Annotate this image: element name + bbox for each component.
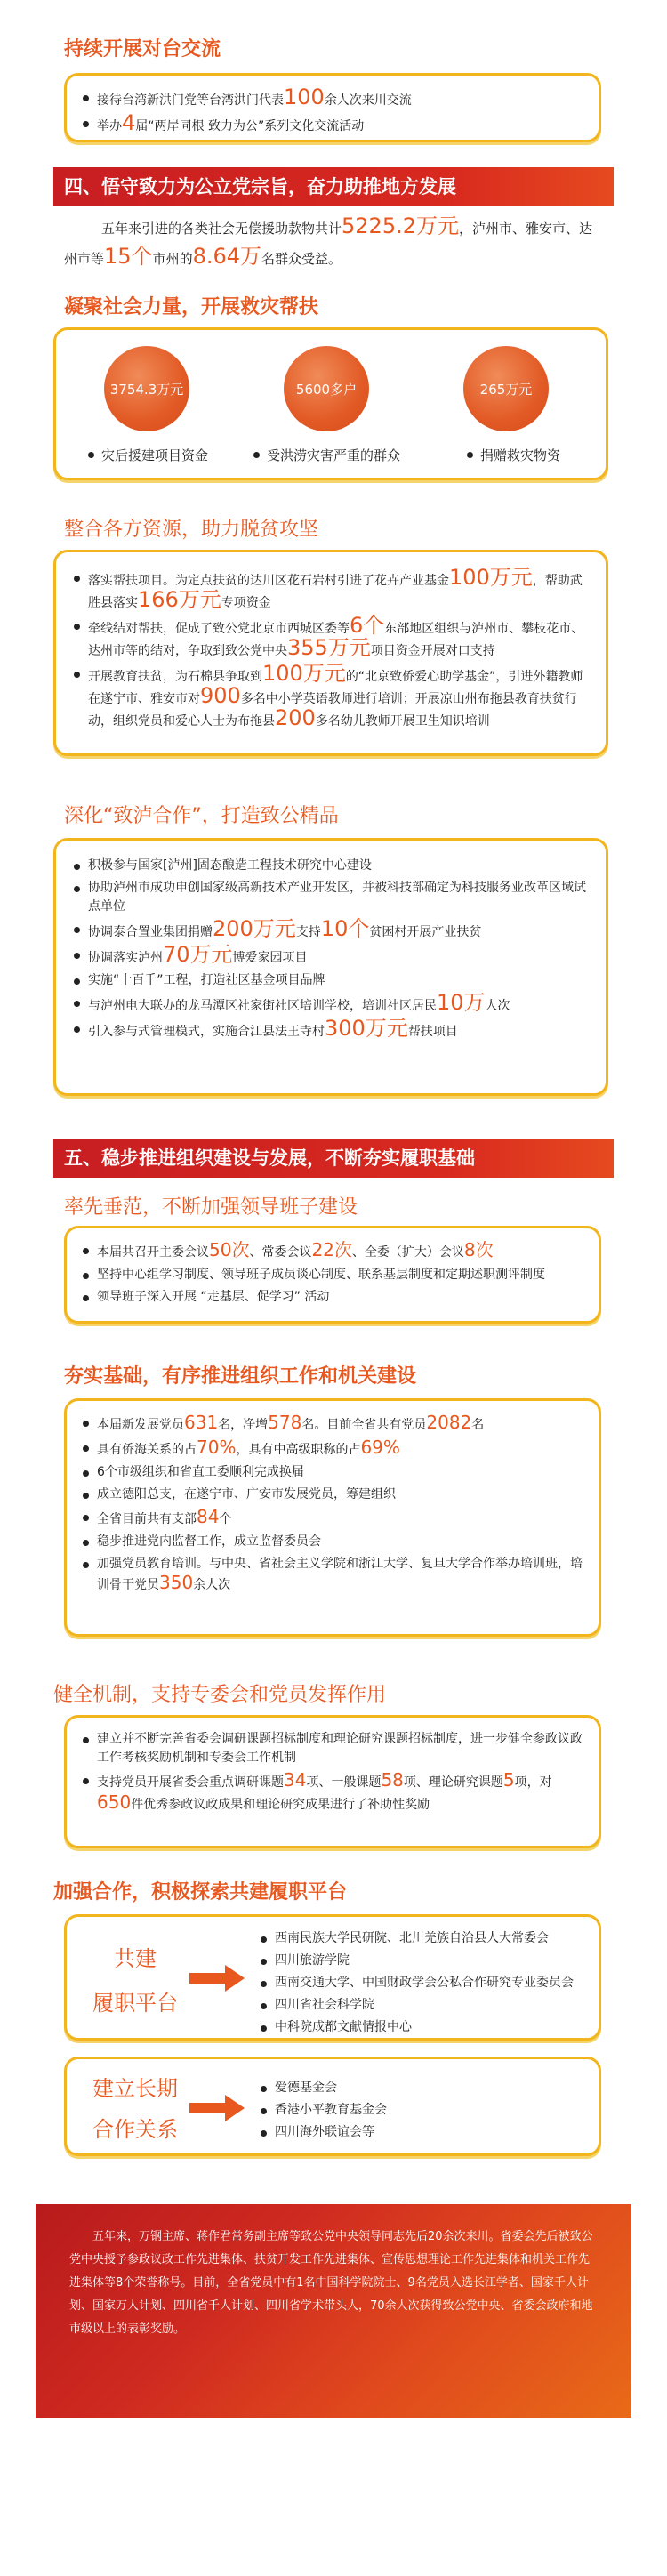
section-title-coop: 加强合作，积极探索共建履职平台	[53, 1881, 348, 1904]
footer-summary: 五年来，万钢主席、蒋作君常务副主席等致公党中央领导同志先后20余次来川。省委会先后被致公党中央授予参政议政工作先进集体、扶贫开发工作先进集体、宣传思想理论工作先进集体和机关工作先进集体等8个荣誉称号。目前，全省党员中有1名中国科学院院士、9名党员入选长江学者、国家千人计划、国家万人计划、四川省千人计划、四川省学术带头人，70余人次获得致公党中央、省委会政府和地市级以上的表彰奖励。	[36, 2204, 631, 2418]
stat-circle: 3754.3万元	[104, 346, 189, 431]
list-item: 开展教育扶贫，为石棉县争取到100万元的“北京致侨爱心助学基金”，引进外籍教师在遂宁市、雅安市对900多名中小学英语教师进行培训；开展凉山州布拖县教育扶贫行动，组织党员和爱心人士为布拖县200多名幼儿教师开展卫生知识培训	[74, 664, 588, 731]
list-item: 支持党员开展省委会重点调研课题34项、一般课题58项、理论研究课题5项，对650件优秀参政议政成果和理论研究成果进行了补助性奖励	[83, 1771, 583, 1815]
platform-box	[64, 1914, 601, 2041]
stat-caption: 受洪涝灾害严重的群众	[253, 446, 400, 464]
list-item: 西南民族大学民研院、北川羌族自治县人大常委会	[261, 1929, 574, 1948]
section-title-taiwan: 持续开展对台交流	[64, 38, 221, 60]
list-item: 领导班子深入开展 “走基层、促学习” 活动	[83, 1288, 583, 1307]
list-item: 具有侨海关系的占70%，具有中高级职称的占69%	[83, 1438, 583, 1460]
list-item: 接待台湾新洪门党等台湾洪门代表100余人次来川交流	[83, 88, 583, 110]
list-item: 协调落实泸州70万元博爱家园项目	[74, 946, 588, 968]
section-title-org: 夯实基础，有序推进组织工作和机关建设	[64, 1365, 417, 1388]
list-item: 爱德基金会	[261, 2079, 387, 2097]
list-item: 6个市级组织和省直工委顺利完成换届	[83, 1463, 583, 1482]
list-item: 成立德阳总支，在遂宁市、广安市发展党员，筹建组织	[83, 1485, 583, 1504]
list-item: 四川旅游学院	[261, 1952, 574, 1970]
stat-circle: 5600多户	[284, 346, 369, 431]
list-item: 坚持中心组学习制度、领导班子成员谈心制度、联系基层制度和定期述职测评制度	[83, 1266, 583, 1284]
list-item: 牵线结对帮扶，促成了致公党北京市西城区委等6个东部地区组织与泸州市、攀枝花市、达州市等的结对，争取到致公党中央355万元项目资金开展对口支持	[74, 616, 588, 661]
list-item: 协调泰合置业集团捐赠200万元支持10个贫困村开展产业扶贫	[74, 920, 588, 942]
list-item: 与泸州电大联办的龙马潭区社家街社区培训学校，培训社区居民10万人次	[74, 994, 588, 1016]
section-banner-5: 五、稳步推进组织建设与发展，不断夯实履职基础	[53, 1139, 614, 1178]
section-title-leading: 率先垂范，不断加强领导班子建设	[64, 1196, 358, 1219]
section-title-luzhou: 深化“致泸合作”，打造致公精品	[64, 805, 339, 827]
leading-box	[64, 1226, 601, 1324]
list-item: 实施“十百千”工程，打造社区基金项目品牌	[74, 971, 588, 990]
section-title-mech: 健全机制，支持专委会和党员发挥作用	[53, 1684, 387, 1706]
mech-box	[64, 1715, 601, 1848]
arrow-right-icon	[189, 2095, 245, 2121]
list-item: 落实帮扶项目。为定点扶贫的达川区花石岩村引进了花卉产业基金100万元，帮助武胜县落实166万元专项资金	[74, 568, 588, 613]
list-item: 西南交通大学、中国财政学会公私合作研究专业委员会	[261, 1974, 574, 1992]
list-item: 积极参与国家[泸州]固态酿造工程技术研究中心建设	[74, 857, 588, 875]
list-item: 本届共召开主委会议50次、常委会议22次、全委（扩大）会议8次	[83, 1241, 583, 1262]
list-item: 举办4届“两岸同根 致力为公”系列文化交流活动	[83, 114, 583, 136]
arrow-right-icon	[189, 1965, 245, 1992]
luzhou-box	[53, 838, 608, 1096]
list-item: 协助泸州市成功申创国家级高新技术产业开发区，并被科技部确定为科技服务业改革区域试点单位	[74, 879, 588, 916]
list-item: 全省目前共有支部84个	[83, 1508, 583, 1529]
poverty-box	[53, 550, 608, 756]
taiwan-box	[64, 73, 601, 142]
stat-caption: 灾后援建项目资金	[88, 446, 208, 464]
section-title-relief: 凝聚社会力量，开展救灾帮扶	[64, 296, 319, 318]
relief-box	[53, 327, 608, 480]
stat-circle: 265万元	[463, 346, 549, 431]
longterm-list	[261, 2079, 387, 2145]
list-item: 稳步推进党内监督工作，成立监督委员会	[83, 1533, 583, 1551]
platform-list	[261, 1929, 574, 2041]
section4-intro: 五年来引进的各类社会无偿援助款物共计5225.2万元，泸州市、雅安市、达州市等15个市州的8.64万名群众受益。	[64, 213, 593, 269]
platform-label: 共建 履职平台	[92, 1946, 178, 2016]
longterm-label: 建立长期 合作关系	[92, 2076, 178, 2142]
longterm-box	[64, 2057, 601, 2156]
section-banner-4: 四、悟守致力为公立党宗旨，奋力助推地方发展	[53, 167, 614, 206]
stat-caption: 捐赠救灾物资	[467, 446, 560, 464]
list-item: 加强党员教育培训。与中央、省社会主义学院和浙江大学、复旦大学合作举办培训班，培训骨干党员350余人次	[83, 1555, 583, 1595]
list-item: 本届新发展党员631名，净增578名。目前全省共有党员2082名	[83, 1413, 583, 1435]
org-box	[64, 1398, 601, 1637]
section-title-poverty: 整合各方资源，助力脱贫攻坚	[64, 519, 319, 541]
list-item: 建立并不断完善省委会调研课题招标制度和理论研究课题招标制度，进一步健全参政议政工作考核奖励机制和专委会工作机制	[83, 1730, 583, 1767]
list-item: 四川省社会科学院	[261, 1996, 574, 2015]
list-item: 四川海外联谊会等	[261, 2123, 387, 2142]
list-item: 香港小平教育基金会	[261, 2101, 387, 2120]
list-item: 中科院成都文献情报中心	[261, 2018, 574, 2037]
list-item: 引入参与式管理模式，实施合江县法王寺村300万元帮扶项目	[74, 1019, 588, 1042]
